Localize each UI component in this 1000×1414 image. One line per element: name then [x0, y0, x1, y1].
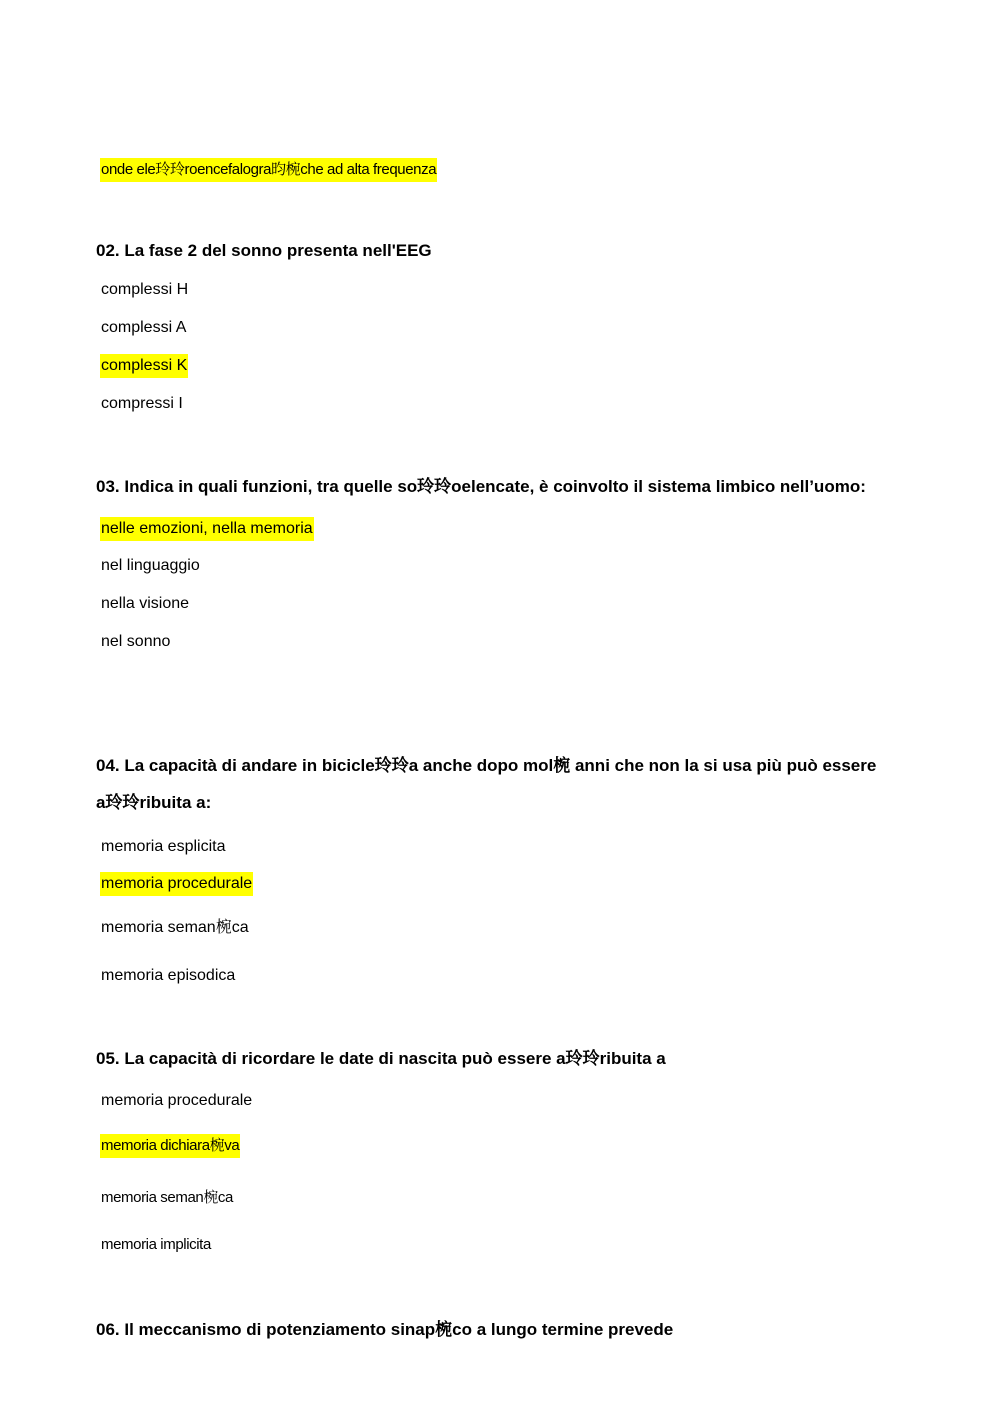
question-03-title: 03. Indica in quali funzioni, tra quelle so玲玲oelencate, è coinvolto il sistema limbico nell’uomo:: [96, 477, 866, 496]
q05-option-3: memoria seman椀ca: [101, 1189, 233, 1206]
answer-highlight: memoria dichiara椀va: [100, 1134, 240, 1158]
question-04-title-line1: 04. La capacità di andare in bicicle玲玲a anche dopo mol椀 anni che non la si usa più può essere: [96, 756, 877, 775]
q02-option-2: complessi A: [101, 319, 187, 336]
question-02-title: 02. La fase 2 del sonno presenta nell'EEG: [96, 241, 432, 260]
q03-option-3: nella visione: [101, 595, 190, 612]
question-05-title: 05. La capacità di ricordare le date di nascita può essere a玲玲ribuita a: [96, 1049, 666, 1068]
q04-option-2-correct: [100, 874, 253, 894]
q05-option-2-correct: [100, 1136, 240, 1156]
q03-option-1-correct: [100, 519, 314, 539]
answer-highlight: complessi K: [100, 354, 188, 378]
q03-option-4: nel sonno: [101, 633, 171, 650]
q04-option-4: memoria episodica: [101, 967, 236, 984]
answer-highlight: onde ele玲玲roencefalogra昀椀che ad alta frequenza: [100, 158, 437, 182]
q02-option-1: complessi H: [101, 281, 189, 298]
q05-option-4: memoria implicita: [101, 1236, 211, 1253]
q05-option-1: memoria procedurale: [101, 1092, 253, 1109]
q03-option-2: nel linguaggio: [101, 557, 200, 574]
q04-option-1: memoria esplicita: [101, 838, 226, 855]
q04-option-3: memoria seman椀ca: [101, 919, 249, 936]
answer-highlight: nelle emozioni, nella memoria: [100, 517, 314, 541]
question-04-title-line2: a玲玲ribuita a:: [96, 793, 212, 812]
q02-option-3-correct: [100, 356, 188, 376]
q02-option-4: compressi I: [101, 395, 183, 412]
answer-option-correct: [100, 160, 437, 180]
answer-highlight: memoria procedurale: [100, 872, 253, 896]
question-06-title: 06. Il meccanismo di potenziamento sinap椀co a lungo termine prevede: [96, 1320, 674, 1339]
